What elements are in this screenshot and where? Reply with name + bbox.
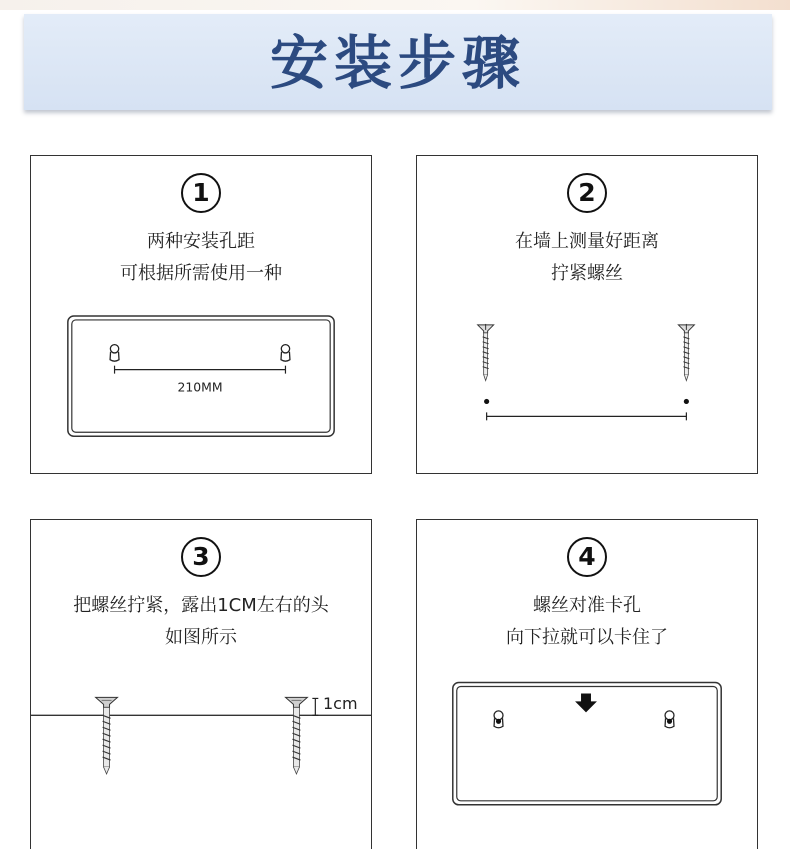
screw-left-icon (478, 324, 494, 381)
keyhole-right-icon (281, 345, 290, 362)
step-3-line-1: 把螺丝拧紧，露出1CM左右的头 (73, 595, 329, 616)
distance-line (487, 412, 687, 420)
step-card-2 (416, 155, 758, 474)
plate-inner (72, 320, 330, 432)
screw-depth-diagram (31, 520, 371, 849)
top-strip (0, 0, 790, 10)
step-number-4: 4 (567, 537, 607, 577)
step-card-1 (30, 155, 372, 474)
step-1-line-2: 可根据所需使用一种 (120, 263, 282, 284)
drill-mark-left (484, 399, 489, 404)
step-card-4 (416, 519, 758, 849)
step-card-3 (30, 519, 372, 849)
step-number-1: 1 (181, 173, 221, 213)
depth-label: 1cm (323, 694, 358, 713)
step-number-3: 3 (181, 537, 221, 577)
title-banner (24, 14, 772, 110)
drill-mark-right (684, 399, 689, 404)
screw-right-icon (286, 697, 308, 774)
plate-outer (68, 316, 334, 436)
screw-right-icon (678, 324, 694, 381)
depth-bracket (312, 698, 318, 715)
page-title: 安装步骤 (269, 29, 526, 97)
measurement-label: 210MM (177, 379, 223, 395)
step-number-2: 2 (567, 173, 607, 213)
step-3-line-2: 如图所示 (165, 627, 237, 648)
step-4-line-2: 向下拉就可以卡住了 (506, 627, 668, 648)
dimension-line (115, 366, 286, 374)
keyhole-right-icon (665, 711, 674, 728)
wall-screws-diagram (417, 156, 757, 473)
step-1-line-1: 两种安装孔距 (147, 231, 255, 252)
hang-plate-diagram (417, 520, 757, 849)
keyhole-left-icon (110, 345, 119, 362)
hanger-plate-diagram (31, 156, 371, 473)
arrow-down-icon (575, 693, 597, 712)
step-2-line-2: 拧紧螺丝 (551, 263, 623, 284)
step-4-line-1: 螺丝对准卡孔 (533, 595, 641, 616)
screw-left-icon (96, 697, 118, 774)
keyhole-left-icon (494, 711, 503, 728)
step-2-line-1: 在墙上测量好距离 (515, 231, 659, 252)
